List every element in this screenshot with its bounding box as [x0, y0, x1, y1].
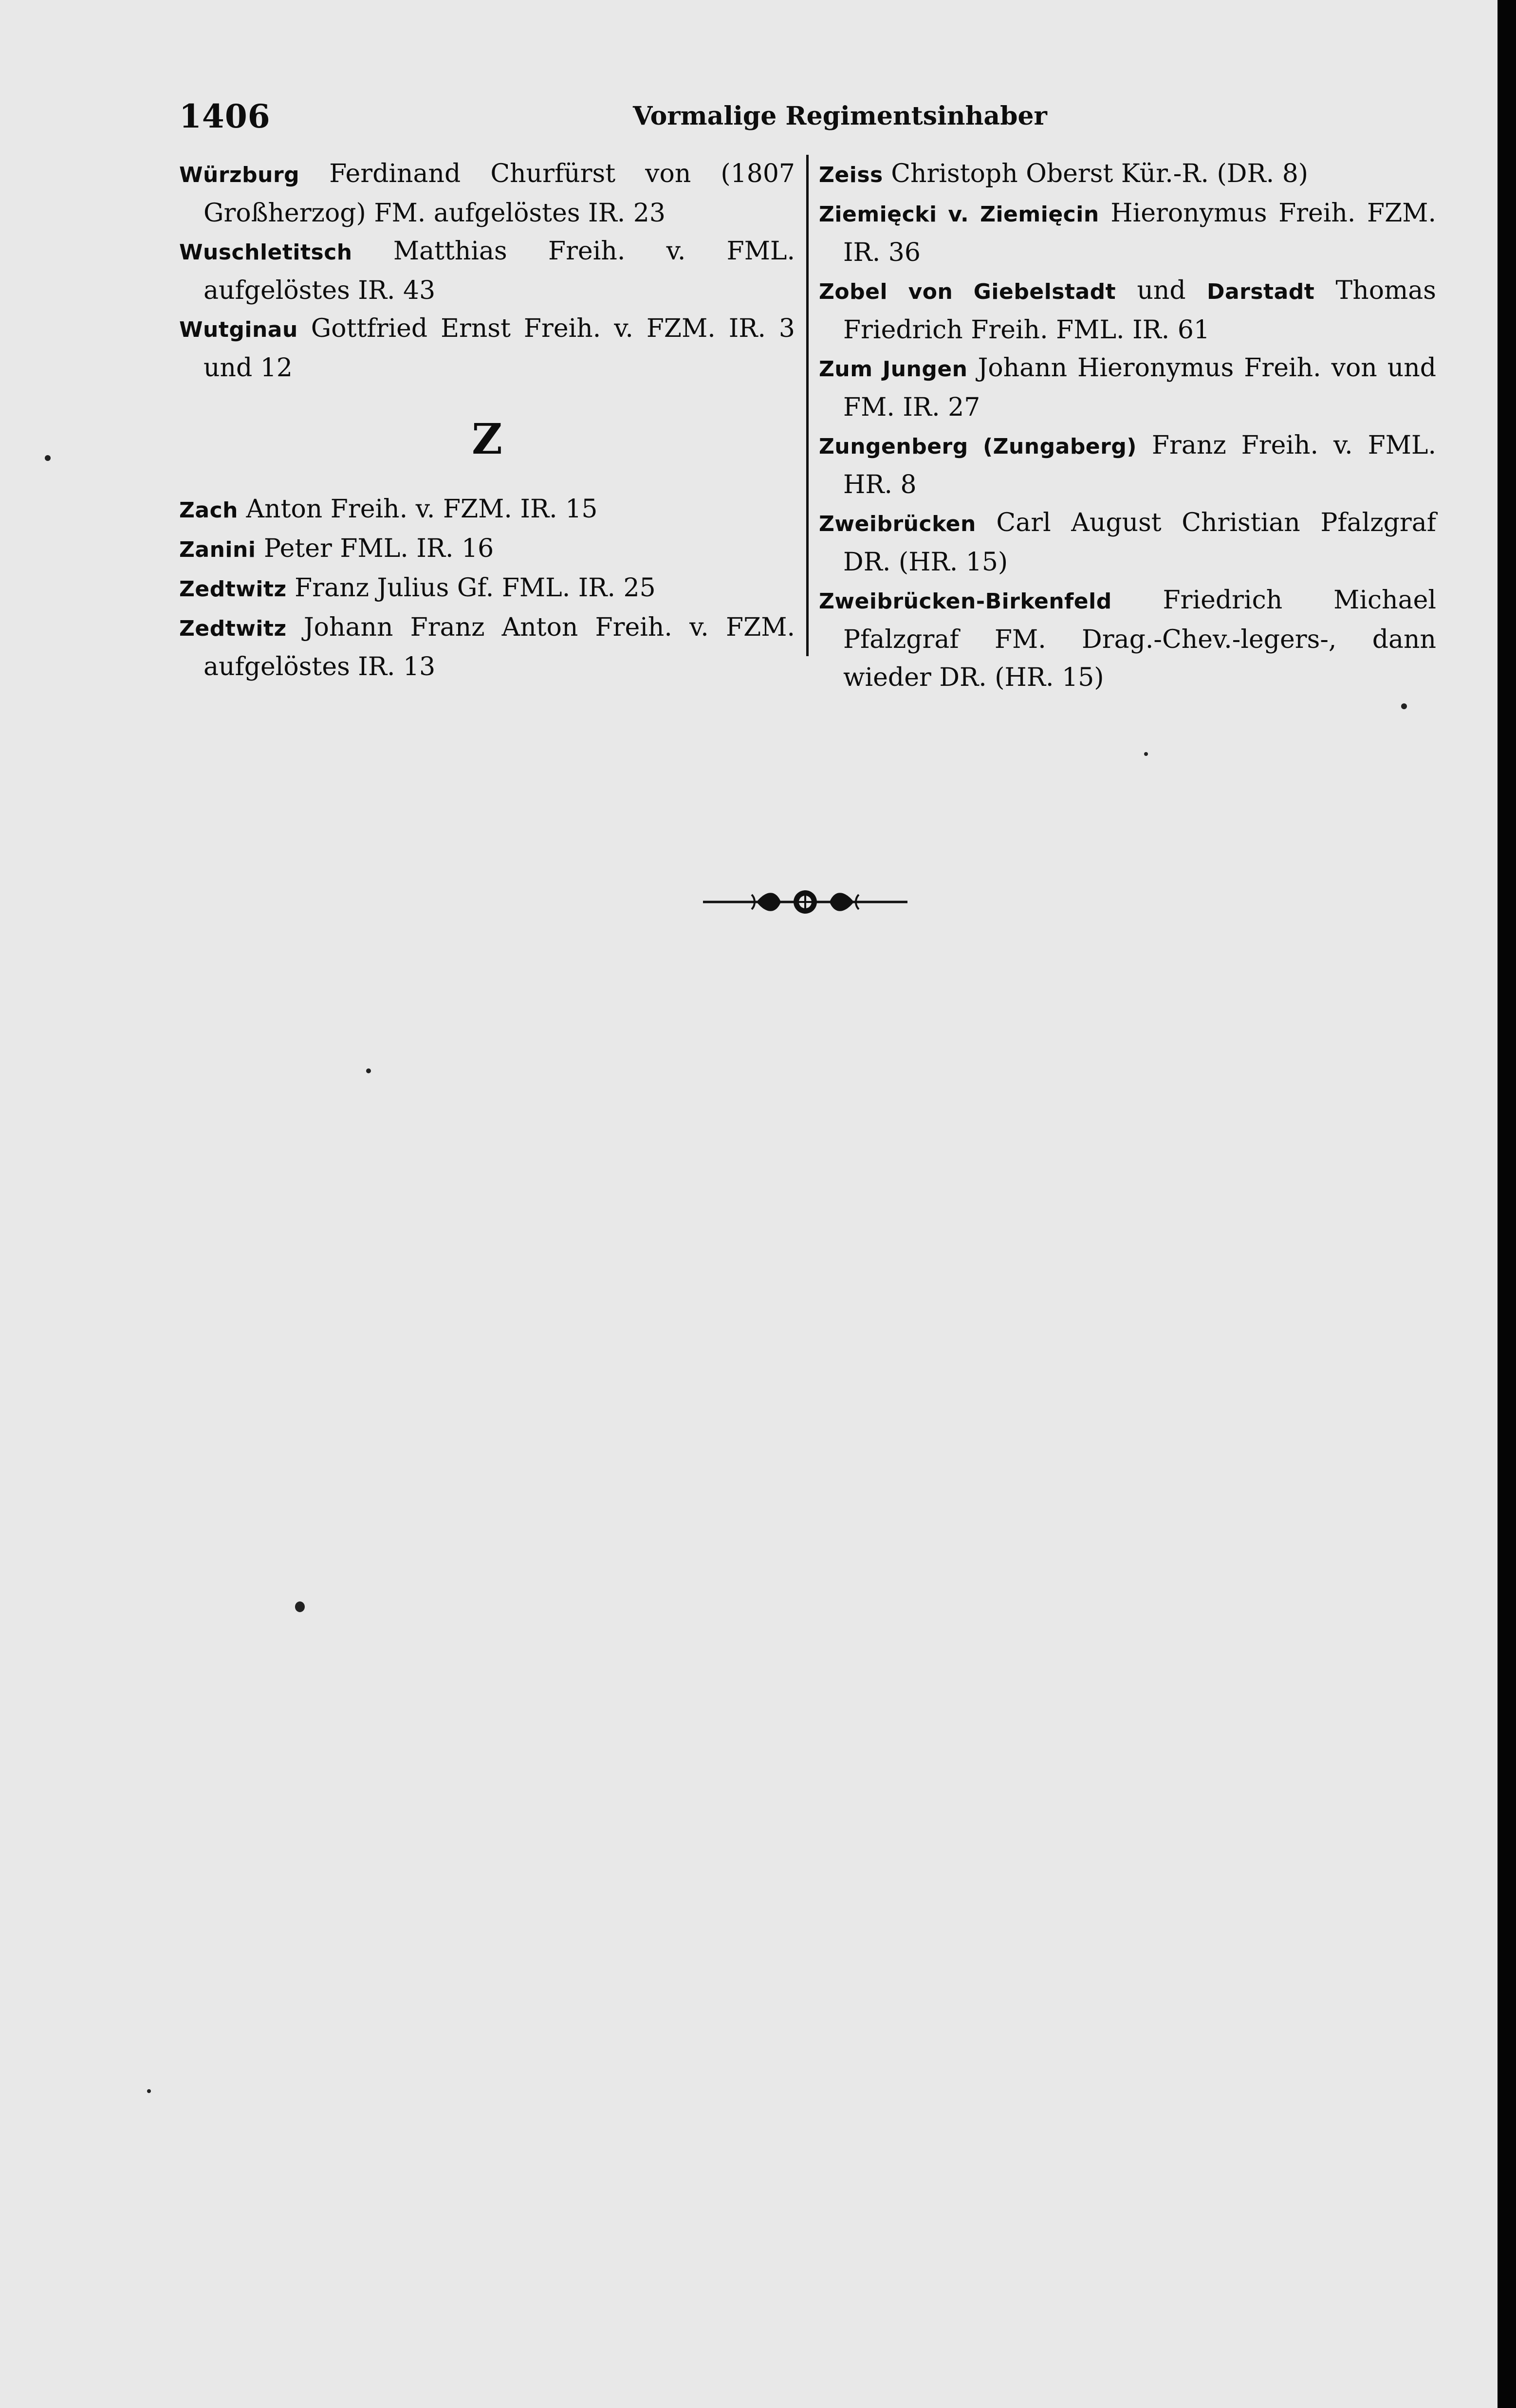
entry	[819, 194, 1436, 272]
entry	[819, 581, 1436, 697]
page-number: 1406	[179, 97, 271, 135]
entry	[179, 569, 795, 608]
entry-name: Wuschletitsch	[179, 240, 352, 265]
entry	[179, 608, 795, 686]
entry-text: Friedrich Michael Pfalzgraf FM. Drag.-Chev.-legers-, dann wieder DR. (HR. 15)	[843, 586, 1436, 692]
entry-text: und	[1116, 276, 1207, 305]
entry	[179, 232, 795, 310]
end-ornament-icon	[703, 885, 907, 919]
entry-name: Würzburg	[179, 163, 300, 187]
entry	[179, 530, 795, 569]
entry	[179, 490, 795, 530]
entry-name: Zweibrücken-Birkenfeld	[819, 589, 1112, 614]
entry-text: Johann Franz Anton Freih. v. FZM. aufgelöstes IR. 13	[203, 613, 795, 681]
ink-speck	[1144, 752, 1148, 756]
entry-text: Franz Freih. v. FML. HR. 8	[843, 431, 1436, 499]
entry-name: Zobel von Giebelstadt	[819, 279, 1116, 304]
column-divider	[806, 155, 809, 656]
entry-text: Anton Freih. v. FZM. IR. 15	[238, 495, 598, 524]
entry	[819, 349, 1436, 426]
ink-speck	[45, 455, 51, 461]
entry-name-secondary: Darstadt	[1206, 279, 1315, 304]
entry	[819, 504, 1436, 581]
ink-speck	[1401, 703, 1407, 709]
entry-text: Christoph Oberst Kür.-R. (DR. 8)	[883, 159, 1309, 188]
entry-name: Zweibrücken	[819, 512, 976, 536]
entry-text: Johann Hieronymus Freih. von und FM. IR. 27	[843, 353, 1437, 422]
ink-speck	[366, 1068, 371, 1073]
entry-name: Zum Jungen	[819, 357, 968, 382]
entry-text-secondary: Thomas Friedrich Freih. FML. IR. 61	[843, 276, 1436, 345]
entry-name: Zungenberg (Zungaberg)	[819, 434, 1137, 459]
entry-name: Ziemięcki v. Ziemięcin	[819, 202, 1099, 227]
scan-border	[1498, 0, 1516, 2408]
right-column	[819, 155, 1436, 697]
ink-speck	[295, 1601, 305, 1612]
entry-text: Matthias Freih. v. FML. aufgelöstes IR. 43	[203, 237, 795, 305]
entry	[819, 155, 1436, 194]
entry-name: Zanini	[179, 537, 256, 562]
entry	[179, 155, 795, 232]
entry	[819, 272, 1436, 349]
entry-name: Wutginau	[179, 317, 298, 342]
ink-speck	[147, 2089, 151, 2093]
entry-name: Zach	[179, 498, 239, 523]
entry-name: Zeiss	[819, 163, 883, 187]
entry	[819, 426, 1436, 504]
section-letter-heading: Z	[472, 415, 502, 464]
running-head: Vormalige Regimentsinhaber	[633, 101, 1047, 131]
entry	[179, 310, 795, 387]
entry-text: Hieronymus Freih. FZM. IR. 36	[843, 199, 1436, 267]
entry-name: Zedtwitz	[179, 577, 287, 602]
entry-text: Ferdinand Churfürst von (1807 Großherzog) FM. aufgelöstes IR. 23	[203, 159, 795, 228]
entry-text: Gottfried Ernst Freih. v. FZM. IR. 3 und 12	[203, 314, 795, 383]
entry-text: Peter FML. IR. 16	[256, 534, 494, 563]
entry-text: Carl August Christian Pfalzgraf DR. (HR. 15)	[843, 508, 1436, 577]
entry-text: Franz Julius Gf. FML. IR. 25	[286, 573, 656, 603]
left-column	[179, 155, 795, 686]
entry-name: Zedtwitz	[179, 616, 287, 641]
